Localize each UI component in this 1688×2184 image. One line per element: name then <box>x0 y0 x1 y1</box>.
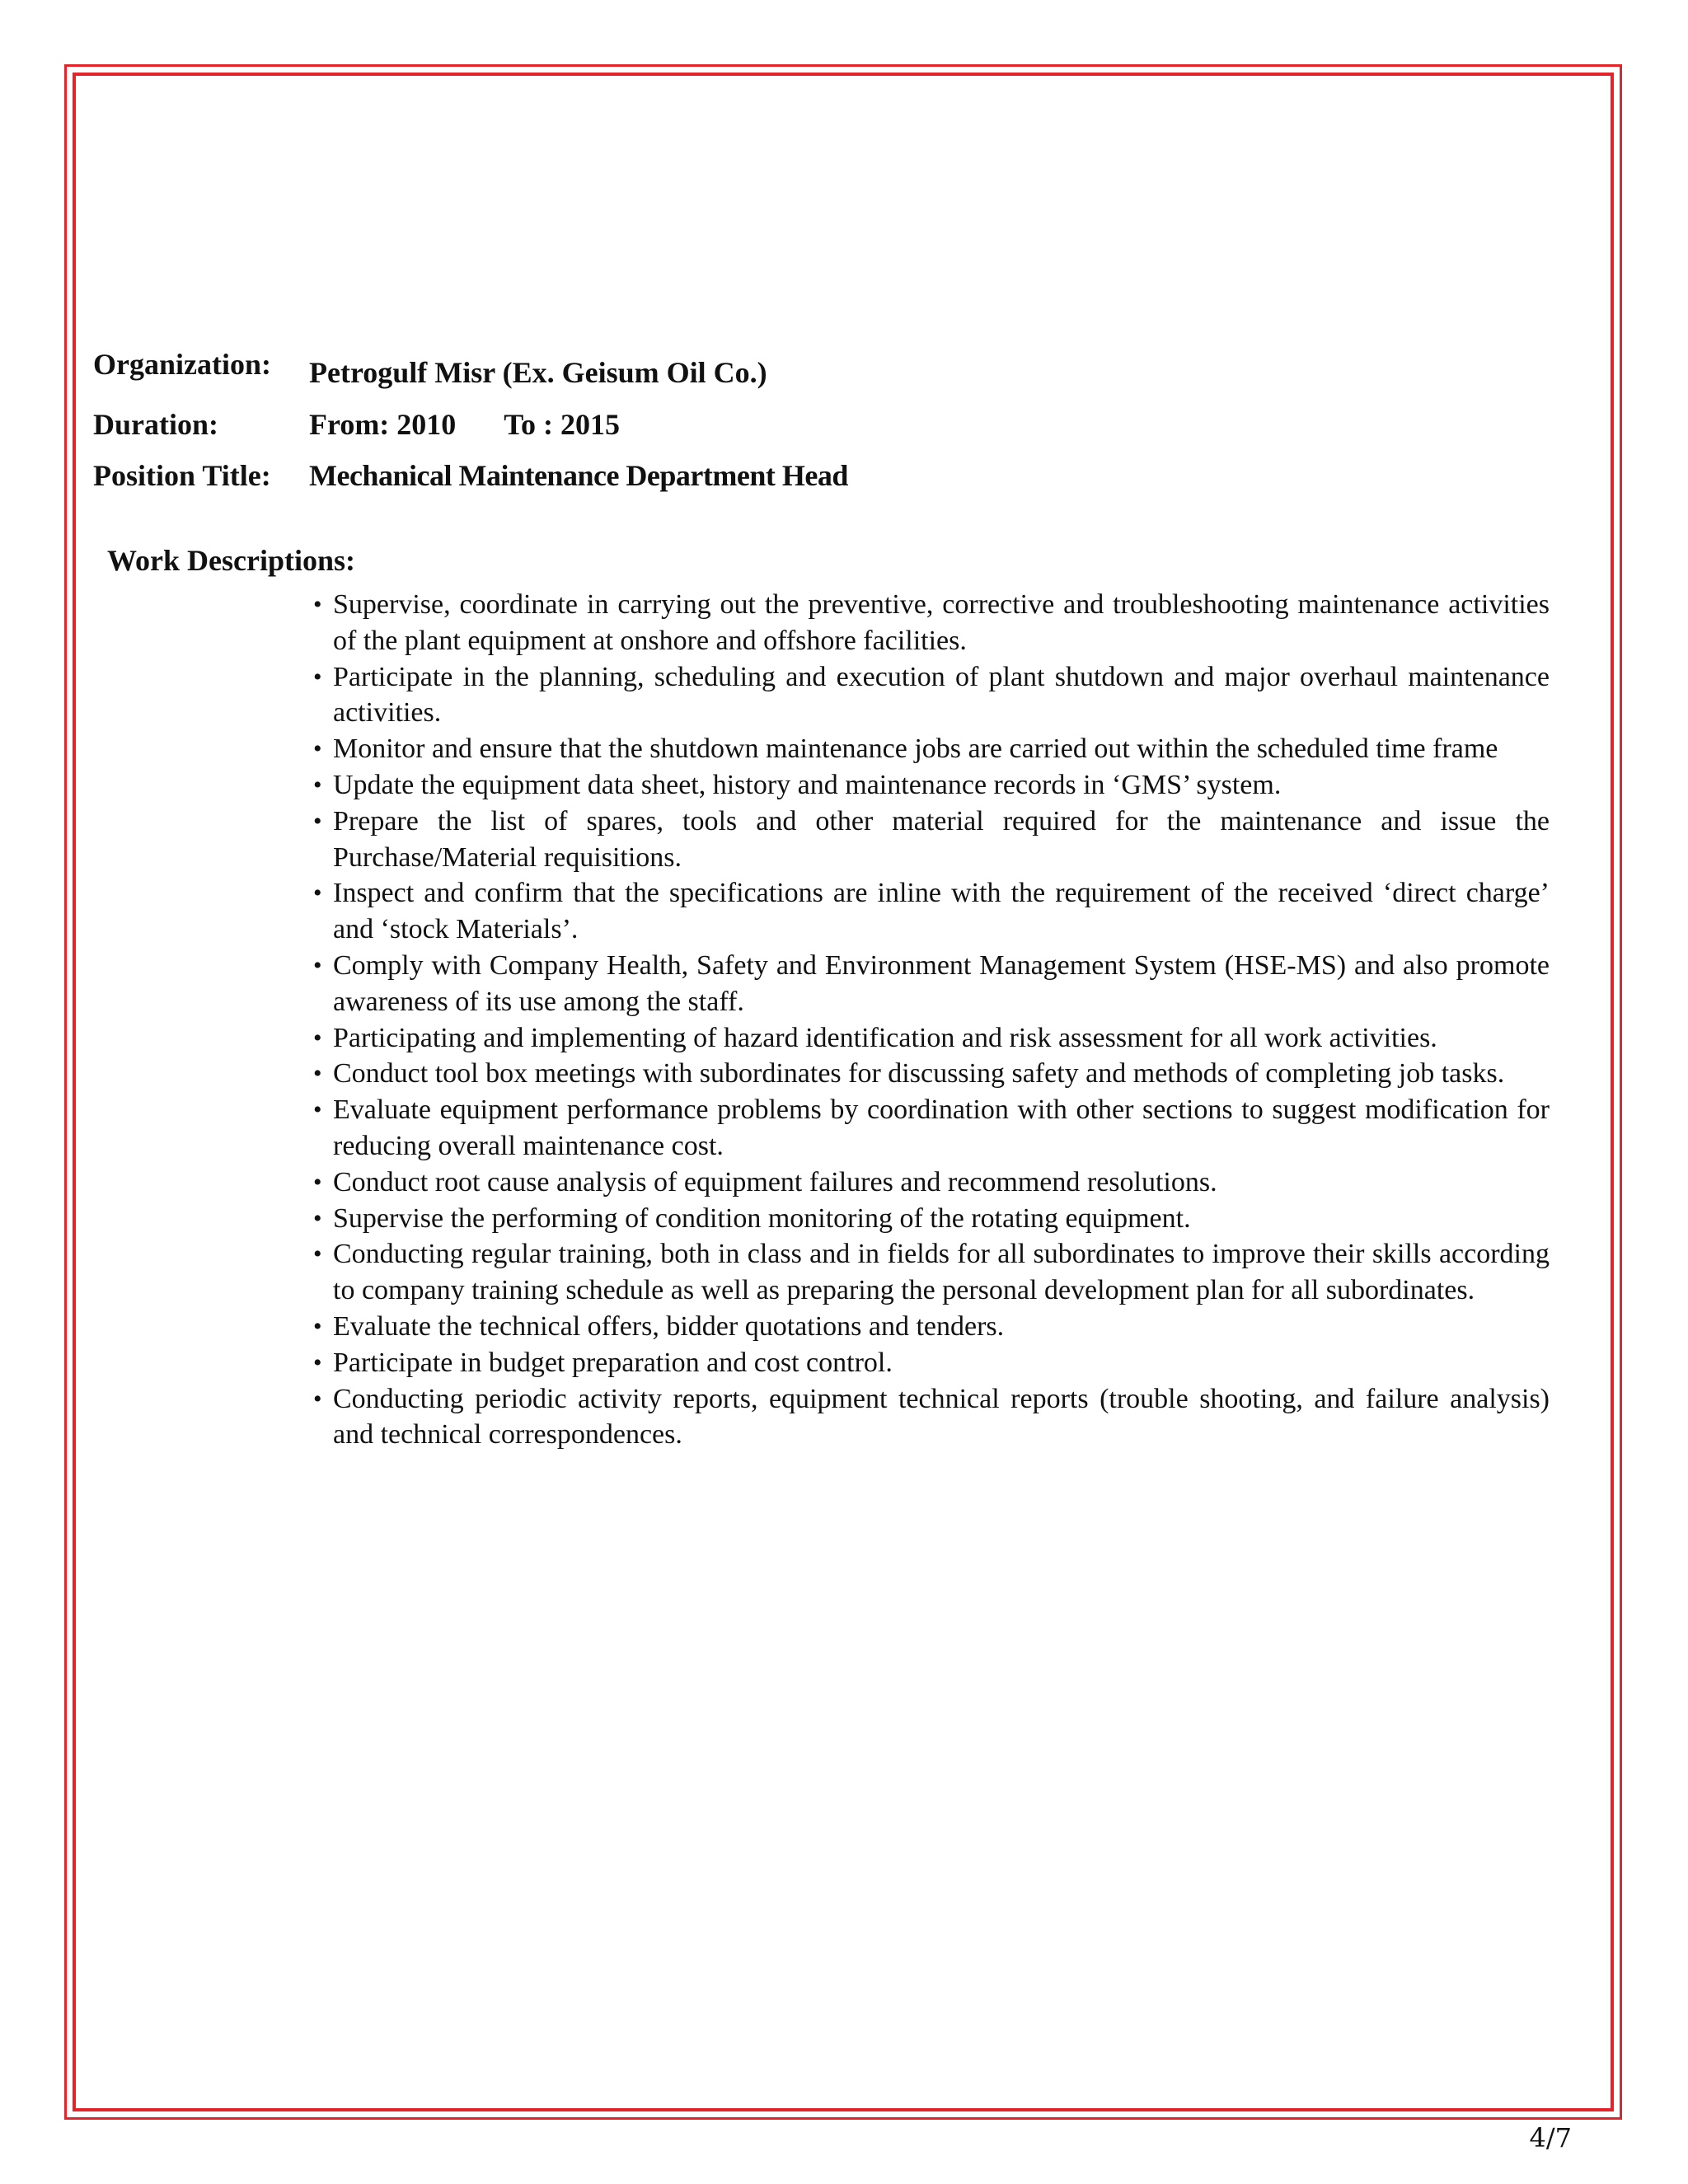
list-item <box>313 875 1550 948</box>
page-number: 4/7 <box>1529 2122 1572 2154</box>
list-item <box>313 1381 1550 1454</box>
list-item <box>313 587 1550 659</box>
list-item-text: Comply with Company Health, Safety and Environment Management System (HSE-MS) and also promote awareness of its use among the staff. <box>333 949 1550 1017</box>
bullet-icon: • <box>313 1385 322 1413</box>
bullet-icon: • <box>313 735 322 763</box>
list-item-text: Supervise the performing of condition monitoring of the rotating equipment. <box>333 1202 1191 1234</box>
duration-to: To : 2015 <box>504 408 620 441</box>
bullet-icon: • <box>313 1312 322 1340</box>
list-item <box>313 731 1550 767</box>
list-item-text: Evaluate equipment performance problems by coordination with other sections to suggest modification for reducing overall maintenance cost. <box>333 1094 1550 1161</box>
bullet-icon: • <box>313 1060 322 1088</box>
position-title-label: Position Title: <box>93 459 271 492</box>
list-item-text: Evaluate the technical offers, bidder quotations and tenders. <box>333 1310 1005 1342</box>
list-item <box>313 1201 1550 1237</box>
list-item <box>313 1309 1550 1345</box>
organization-label: Organization: <box>93 348 271 381</box>
list-item <box>313 1345 1550 1381</box>
bullet-icon: • <box>313 807 322 835</box>
list-item-text: Conducting regular training, both in class and in fields for all subordinates to improve their skills according to company training schedule as well as preparing the personal development plan for all subordinates. <box>333 1239 1550 1306</box>
list-item-text: Participate in budget preparation and cost control. <box>333 1347 893 1378</box>
list-item-text: Monitor and ensure that the shutdown maintenance jobs are carried out within the scheduled time frame <box>333 733 1498 765</box>
bullet-icon: • <box>313 1348 322 1376</box>
bullet-icon: • <box>313 1096 322 1124</box>
bullet-icon: • <box>313 1204 322 1232</box>
list-item-text: Conduct root cause analysis of equipment failures and recommend resolutions. <box>333 1166 1217 1197</box>
work-descriptions-list <box>313 587 1550 1453</box>
list-item-text: Conducting periodic activity reports, equipment technical reports (trouble shooting, and failure analysis) and technical correspondences. <box>333 1383 1550 1451</box>
bullet-icon: • <box>313 1168 322 1196</box>
list-item <box>313 1020 1550 1057</box>
bullet-icon: • <box>313 771 322 799</box>
bullet-icon: • <box>313 591 322 618</box>
list-item-text: Participate in the planning, scheduling and execution of plant shutdown and major overhaul maintenance activities. <box>333 661 1550 729</box>
list-item-text: Prepare the list of spares, tools and other material required for the maintenance and issue the Purchase/Material requisitions. <box>333 805 1550 873</box>
duration-value <box>309 408 620 441</box>
list-item <box>313 804 1550 876</box>
bullet-icon: • <box>313 951 322 979</box>
position-title-value: Mechanical Maintenance Department Head <box>309 459 848 492</box>
list-item <box>313 1165 1550 1201</box>
list-item-text: Inspect and confirm that the specifications are inline with the requirement of the received ‘direct charge’ and ‘stock Materials’. <box>333 878 1550 945</box>
list-item-text: Conduct tool box meetings with subordinates for discussing safety and methods of completing job tasks. <box>333 1058 1505 1090</box>
list-item <box>313 1092 1550 1165</box>
bullet-icon: • <box>313 1024 322 1052</box>
organization-value: Petrogulf Misr (Ex. Geisum Oil Co.) <box>309 356 767 389</box>
bullet-icon: • <box>313 879 322 907</box>
list-item <box>313 767 1550 804</box>
list-item-text: Participating and implementing of hazard identification and risk assessment for all work activities. <box>333 1022 1437 1053</box>
duration-from: From: 2010 <box>309 408 457 441</box>
list-item-text: Supervise, coordinate in carrying out the preventive, corrective and troubleshooting maintenance activities of the plant equipment at onshore and offshore facilities. <box>333 589 1550 656</box>
list-item <box>313 659 1550 732</box>
work-descriptions-title: Work Descriptions: <box>107 544 355 577</box>
bullet-icon: • <box>313 663 322 691</box>
list-item-text: Update the equipment data sheet, history and maintenance records in ‘GMS’ system. <box>333 769 1282 800</box>
bullet-icon: • <box>313 1240 322 1268</box>
list-item <box>313 1236 1550 1309</box>
list-item <box>313 948 1550 1020</box>
list-item <box>313 1056 1550 1092</box>
duration-label: Duration: <box>93 408 218 441</box>
